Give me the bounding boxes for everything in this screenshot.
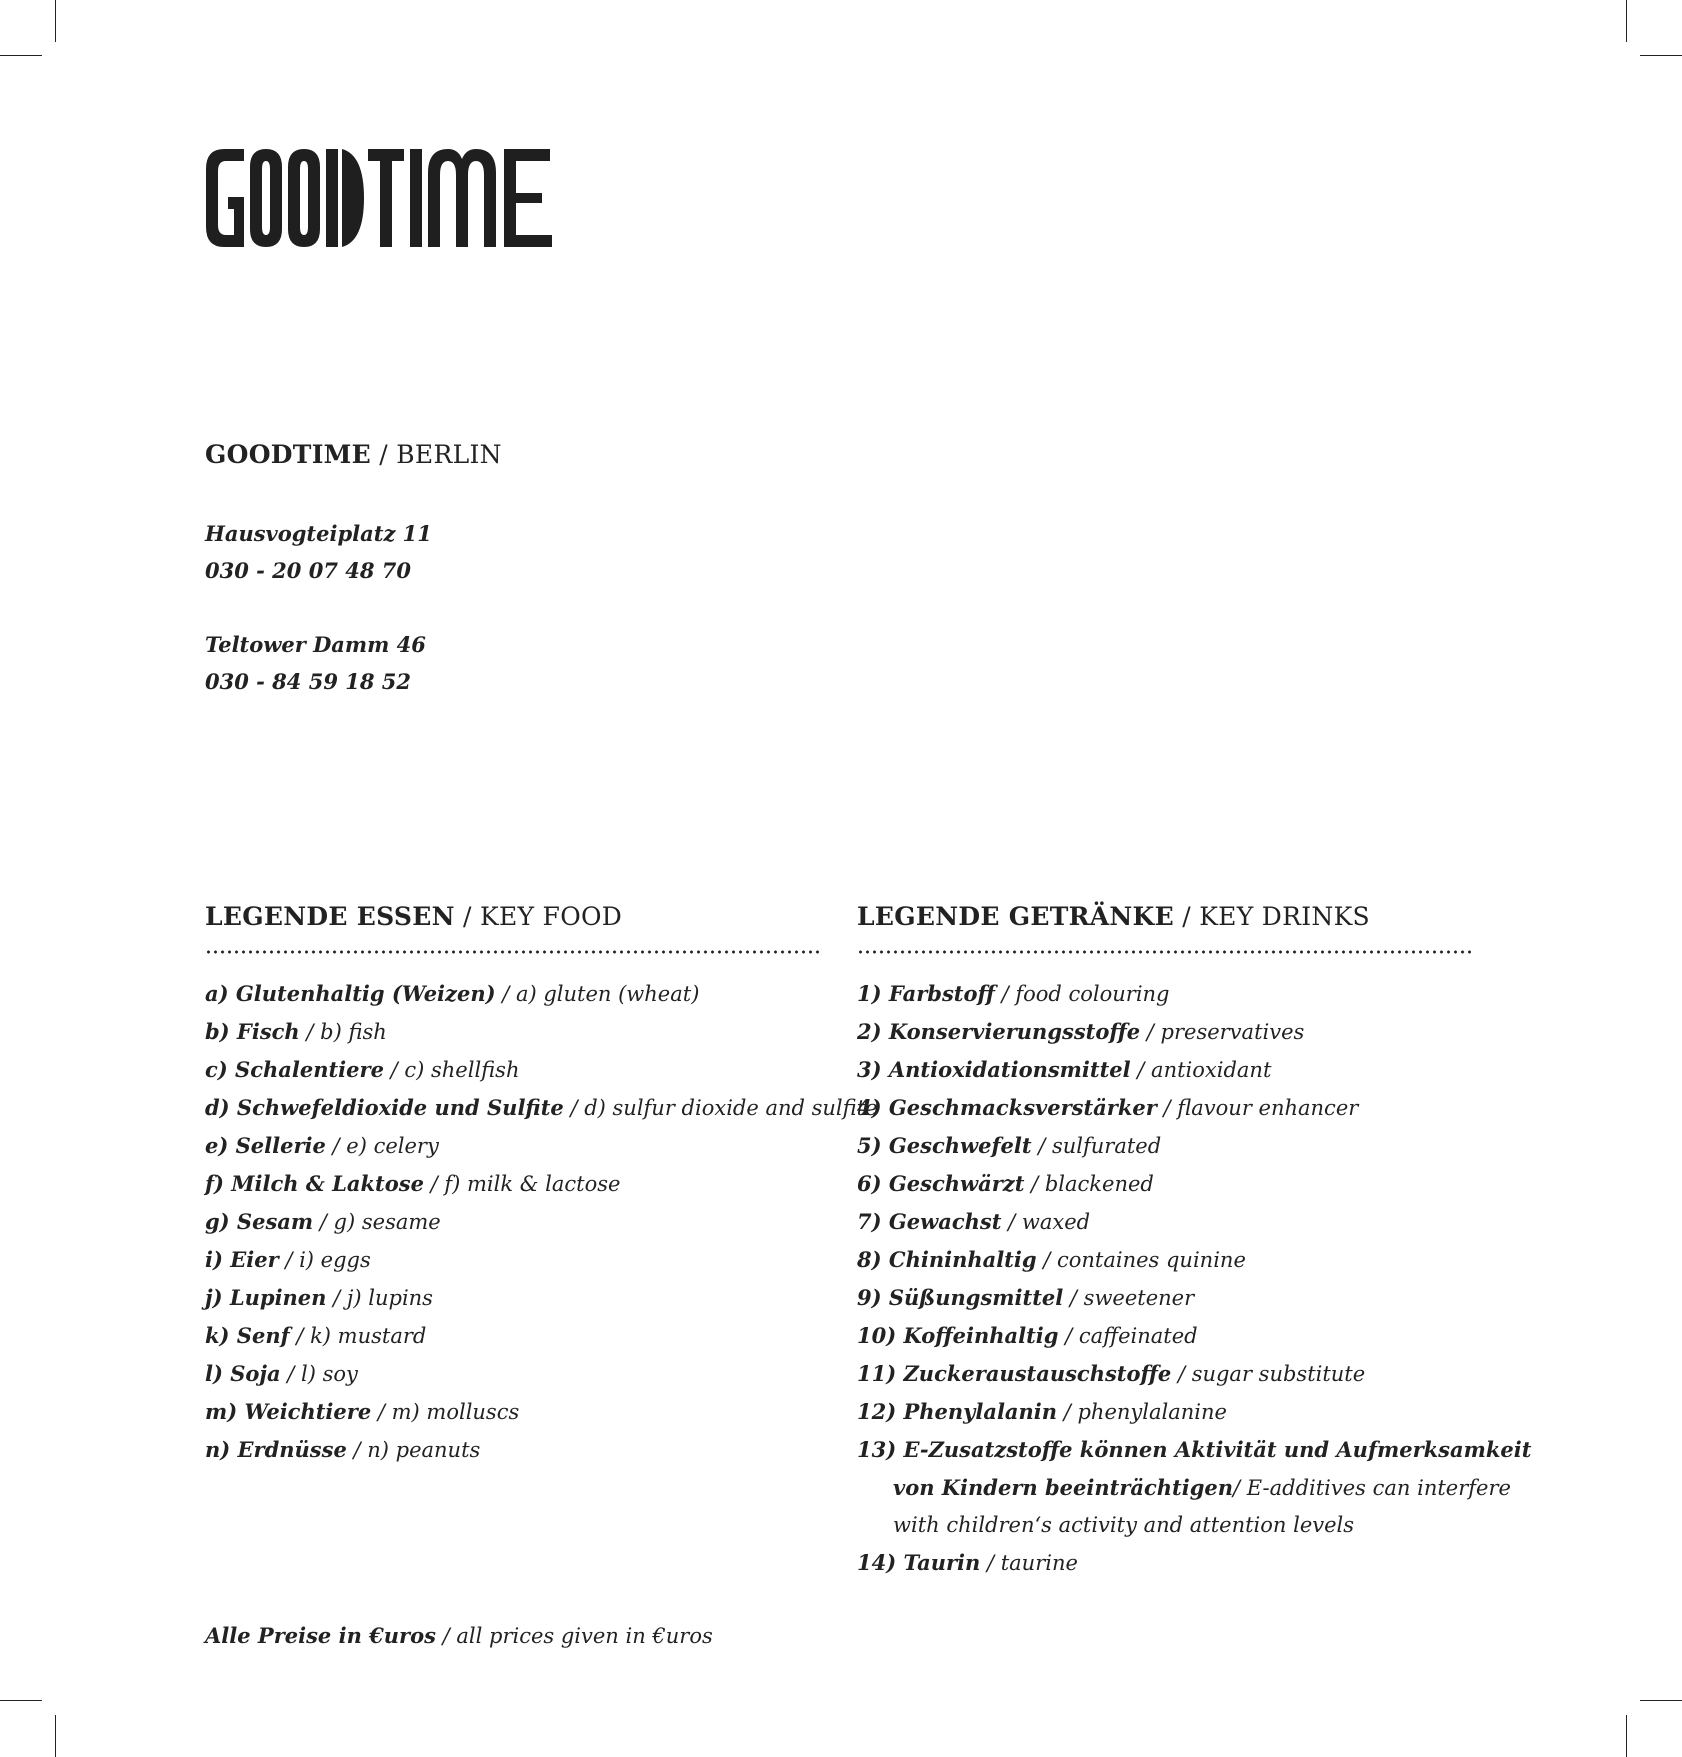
item-german: d) Schwefeldioxide und Sulfite bbox=[205, 1095, 564, 1120]
item-english: / sulfurated bbox=[1038, 1134, 1162, 1158]
item-english: / l) soy bbox=[287, 1362, 358, 1386]
location-title-separator: / bbox=[379, 440, 388, 469]
item-german: j) Lupinen bbox=[205, 1285, 327, 1310]
item-13-english-line3: with children‘s activity and attention levels bbox=[893, 1513, 1355, 1537]
list-item bbox=[857, 1317, 1531, 1355]
item-german: b) Fisch bbox=[205, 1019, 300, 1044]
item-english: / a) gluten (wheat) bbox=[502, 982, 700, 1006]
list-item bbox=[205, 1355, 878, 1393]
list-item bbox=[857, 1051, 1531, 1089]
item-german: 2) Konservierungsstoffe bbox=[857, 1019, 1141, 1044]
item-german: n) Erdnüsse bbox=[205, 1437, 347, 1462]
item-english: / j) lupins bbox=[333, 1286, 433, 1310]
item-13-german-line2: von Kindern beeinträchtigen bbox=[893, 1475, 1234, 1500]
item-german: 7) Gewachst bbox=[857, 1209, 1002, 1234]
list-item bbox=[857, 1241, 1531, 1279]
list-item bbox=[205, 1051, 878, 1089]
address-phone-1: 030 - 20 07 48 70 bbox=[205, 558, 412, 583]
food-key-title-bold: LEGENDE ESSEN bbox=[205, 902, 455, 931]
list-item bbox=[857, 1279, 1531, 1317]
item-13-line2 bbox=[857, 1469, 1531, 1507]
crop-mark-bottom-left-vertical bbox=[55, 1715, 56, 1757]
list-item bbox=[205, 1203, 878, 1241]
item-german: 8) Chininhaltig bbox=[857, 1247, 1037, 1272]
item-german: 4) Geschmacksverstärker bbox=[857, 1095, 1157, 1120]
drinks-key-title-bold: LEGENDE GETRÄNKE bbox=[857, 902, 1174, 931]
item-english: / c) shellfish bbox=[390, 1058, 520, 1082]
address-phone-2: 030 - 84 59 18 52 bbox=[205, 669, 412, 694]
item-english: / sweetener bbox=[1069, 1286, 1195, 1310]
address-block bbox=[205, 515, 432, 700]
item-english: / n) peanuts bbox=[353, 1438, 481, 1462]
item-german: 12) Phenylalanin bbox=[857, 1399, 1058, 1424]
crop-mark-top-right-horizontal bbox=[1640, 55, 1682, 56]
item-german: 3) Antioxidationsmittel bbox=[857, 1057, 1131, 1082]
goodtime-logo bbox=[204, 145, 554, 251]
list-item bbox=[205, 1279, 878, 1317]
drinks-key-dotted-rule bbox=[857, 950, 1473, 954]
item-english: / g) sesame bbox=[319, 1210, 441, 1234]
item-german: 11) Zuckeraustauschstoffe bbox=[857, 1361, 1172, 1386]
item-english: / flavour enhancer bbox=[1163, 1096, 1359, 1120]
list-item bbox=[205, 1089, 878, 1127]
list-item bbox=[857, 1127, 1531, 1165]
location-title-bold: GOODTIME bbox=[205, 440, 372, 469]
item-13-german-line1: 13) E-Zusatzstoffe können Aktivität und Aufmerksamkeit bbox=[857, 1437, 1532, 1462]
item-english: / m) molluscs bbox=[377, 1400, 520, 1424]
drinks-key-title-separator: / bbox=[1182, 902, 1191, 931]
item-english: / preservatives bbox=[1146, 1020, 1305, 1044]
crop-mark-bottom-right-vertical bbox=[1626, 1715, 1627, 1757]
item-german: m) Weichtiere bbox=[205, 1399, 372, 1424]
list-item bbox=[205, 1393, 878, 1431]
item-german: c) Schalentiere bbox=[205, 1057, 384, 1082]
list-item bbox=[857, 1355, 1531, 1393]
list-item bbox=[205, 1165, 878, 1203]
item-german: g) Sesam bbox=[205, 1209, 314, 1234]
drinks-key-title-sub: KEY DRINKS bbox=[1199, 902, 1370, 931]
crop-mark-top-left-vertical bbox=[55, 0, 56, 42]
item-english: / antioxidant bbox=[1137, 1058, 1272, 1082]
list-item bbox=[857, 1544, 1531, 1582]
list-item bbox=[205, 975, 878, 1013]
list-item bbox=[205, 1317, 878, 1355]
item-german: e) Sellerie bbox=[205, 1133, 326, 1158]
food-key-dotted-rule bbox=[205, 950, 821, 954]
food-key-title-sub: KEY FOOD bbox=[479, 902, 623, 931]
list-item-13 bbox=[857, 1431, 1531, 1544]
food-key-title-separator: / bbox=[463, 902, 472, 931]
item-german: 14) Taurin bbox=[857, 1550, 981, 1575]
location-heading bbox=[205, 440, 502, 469]
item-german: 1) Farbstoff bbox=[857, 981, 995, 1006]
food-key-list bbox=[205, 975, 878, 1469]
price-note bbox=[205, 1623, 713, 1648]
item-13-english-line2: / E-additives can interfere bbox=[1233, 1476, 1511, 1500]
price-note-rest: / all prices given in €uros bbox=[442, 1624, 713, 1648]
list-item bbox=[205, 1241, 878, 1279]
list-item bbox=[205, 1127, 878, 1165]
list-item bbox=[857, 1013, 1531, 1051]
crop-mark-top-right-vertical bbox=[1626, 0, 1627, 42]
list-item bbox=[857, 1203, 1531, 1241]
list-item bbox=[205, 1431, 878, 1469]
item-english: / e) celery bbox=[332, 1134, 439, 1158]
item-english: / caffeinated bbox=[1065, 1324, 1198, 1348]
item-german: a) Glutenhaltig (Weizen) bbox=[205, 981, 496, 1006]
item-english: / sugar substitute bbox=[1177, 1362, 1366, 1386]
drinks-key-heading bbox=[857, 902, 1370, 931]
item-german: k) Senf bbox=[205, 1323, 290, 1348]
crop-mark-bottom-left-horizontal bbox=[0, 1700, 42, 1701]
list-item bbox=[857, 1089, 1531, 1127]
list-item bbox=[205, 1013, 878, 1051]
item-english: / d) sulfur dioxide and sulfite bbox=[570, 1096, 878, 1120]
item-german: f) Milch & Laktose bbox=[205, 1171, 424, 1196]
list-item bbox=[857, 1165, 1531, 1203]
list-item bbox=[857, 975, 1531, 1013]
drinks-key-list bbox=[857, 975, 1531, 1582]
item-english: / phenylalanine bbox=[1063, 1400, 1227, 1424]
item-german: 9) Süßungsmittel bbox=[857, 1285, 1064, 1310]
crop-mark-top-left-horizontal bbox=[0, 55, 42, 56]
item-english: / f) milk & lactose bbox=[430, 1172, 621, 1196]
list-item bbox=[857, 1393, 1531, 1431]
crop-mark-bottom-right-horizontal bbox=[1640, 1700, 1682, 1701]
price-note-bold: Alle Preise in €uros bbox=[205, 1623, 436, 1648]
item-german: 5) Geschwefelt bbox=[857, 1133, 1032, 1158]
address-street-1: Hausvogteiplatz 11 bbox=[205, 521, 432, 546]
item-english: / waxed bbox=[1008, 1210, 1091, 1234]
item-english: / taurine bbox=[986, 1551, 1078, 1575]
item-english: / blackened bbox=[1031, 1172, 1154, 1196]
address-spacer bbox=[205, 589, 432, 626]
item-english: / b) fish bbox=[306, 1020, 387, 1044]
food-key-heading bbox=[205, 902, 622, 931]
address-street-2: Teltower Damm 46 bbox=[205, 632, 426, 657]
item-german: 6) Geschwärzt bbox=[857, 1171, 1025, 1196]
item-german: l) Soja bbox=[205, 1361, 281, 1386]
item-english: / food colouring bbox=[1001, 982, 1170, 1006]
item-english: / containes quinine bbox=[1043, 1248, 1246, 1272]
location-title-sub: BERLIN bbox=[396, 440, 502, 469]
item-german: 10) Koffeinhaltig bbox=[857, 1323, 1059, 1348]
item-german: i) Eier bbox=[205, 1247, 279, 1272]
item-english: / k) mustard bbox=[296, 1324, 427, 1348]
item-english: / i) eggs bbox=[285, 1248, 371, 1272]
